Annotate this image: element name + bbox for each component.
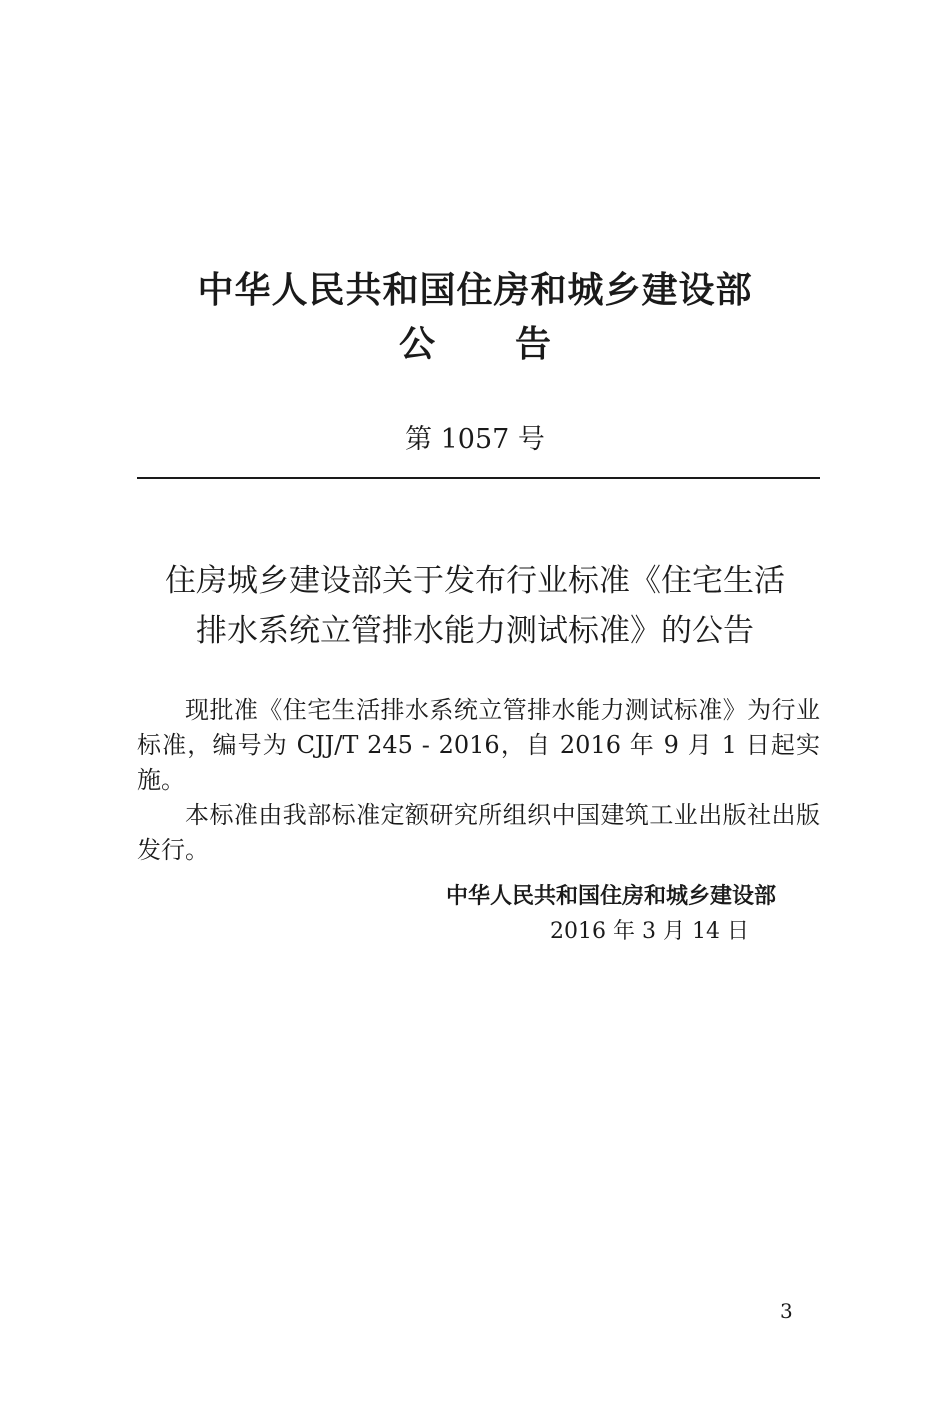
notice-title-line-1: 住房城乡建设部关于发布行业标准《住宅生活 [165, 563, 785, 599]
notice-title-line-2: 排水系统立管排水能力测试标准》的公告 [196, 613, 754, 649]
page-number: 3 [780, 1299, 793, 1323]
notice-body [137, 693, 820, 868]
signature-date: 2016 年 3 月 14 日 [550, 919, 749, 944]
notice-title [0, 556, 950, 656]
signature-issuer: 中华人民共和国住房和城乡建设部 [445, 884, 776, 909]
announcement-number: 第 1057 号 [405, 424, 545, 455]
document-type-title: 公告 [398, 324, 631, 365]
body-paragraph-publication: 本标准由我部标准定额研究所组织中国建筑工业出版社出版发行。 [137, 801, 820, 864]
header-divider [137, 477, 820, 479]
issuer-title: 中华人民共和国住房和城乡建设部 [197, 270, 753, 311]
body-paragraph-approval: 现批准《住宅生活排水系统立管排水能力测试标准》为行业标准，编号为 CJJ/T 245 - 2016，自 2016 年 9 月 1 日起实施。 [137, 696, 820, 794]
signature-block [0, 879, 776, 949]
